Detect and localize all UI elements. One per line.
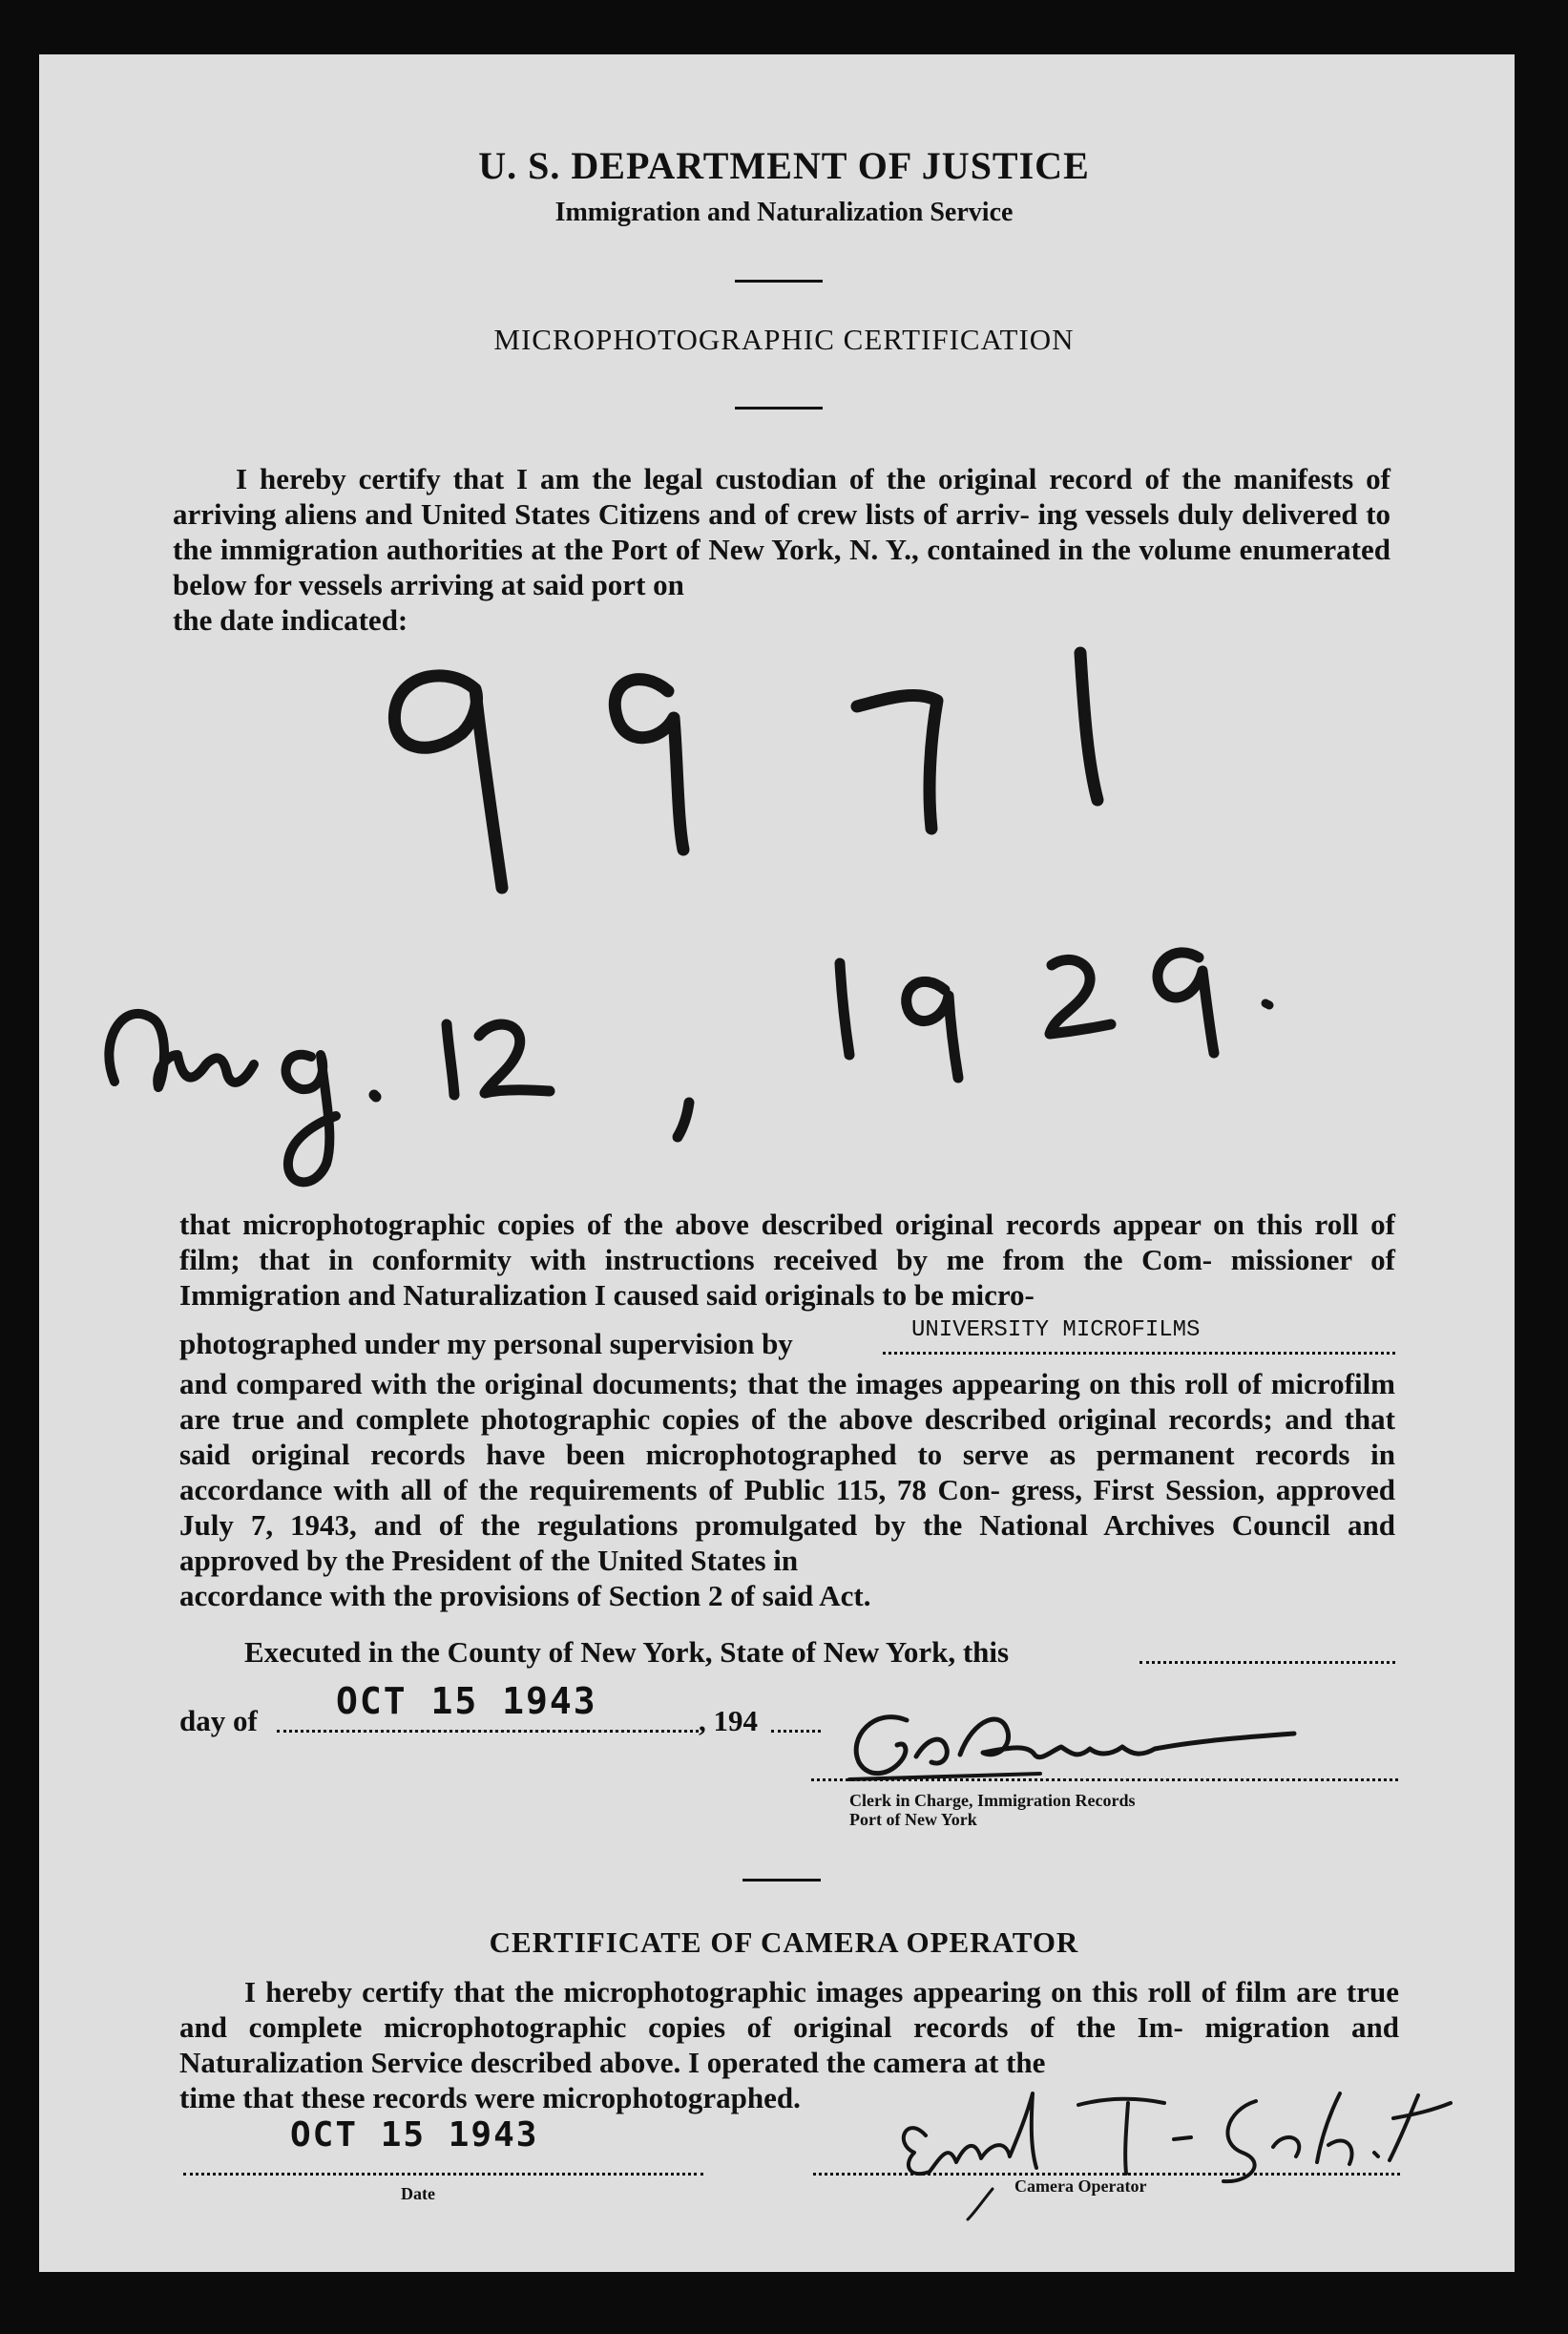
service-subheading: Immigration and Naturalization Service xyxy=(554,198,1014,227)
title-divider xyxy=(735,407,823,410)
intro-line: manifests of arriving aliens and United States Citizens and of crew lists of arriv- xyxy=(173,462,1390,531)
body-line: permanent records in accordance with all of the requirements of Public 115, 78 Con- xyxy=(179,1438,1395,1506)
intro-line: N. Y., contained in the volume enumerated below for vessels arriving at said port on xyxy=(173,533,1390,601)
intro-line: ing vessels duly delivered to the immigration authorities at the Port of New York, xyxy=(173,497,1391,566)
intro-line: I hereby certify that I am the legal custodian of the original record of the xyxy=(236,462,1222,495)
day-of-label: day of xyxy=(179,1704,258,1737)
intro-paragraph xyxy=(173,461,1390,638)
clerk-title: Clerk in Charge, Immigration Records xyxy=(849,1791,1136,1810)
clerk-signature-line xyxy=(811,1763,1398,1781)
body-line: accordance with the provisions of Section 2 of said Act. xyxy=(179,1579,871,1612)
executed-statement: Executed in the County of New York, State of New York, this xyxy=(244,1635,1010,1669)
camera-operator-signature xyxy=(888,2076,1441,2219)
header-divider xyxy=(735,280,823,283)
execution-date-stamp: OCT 15 1943 xyxy=(336,1680,597,1722)
supervision-line xyxy=(179,1327,793,1361)
body-line: National Archives Council and approved by the President of the United States in xyxy=(179,1508,1396,1577)
handwritten-record-date xyxy=(86,912,1327,1217)
date-label: Date xyxy=(401,2184,435,2203)
operator-line: migration and Naturalization Service described above. I operated the camera at the xyxy=(179,2010,1400,2079)
handwritten-volume-number xyxy=(363,630,1126,916)
year-label: , 194 xyxy=(699,1704,758,1737)
operator-signature-line xyxy=(813,2159,1400,2176)
certification-body xyxy=(179,1207,1395,1313)
body-line: roll of film; that in conformity with instructions received by me from the Com- xyxy=(179,1208,1396,1276)
camera-operator-label: Camera Operator xyxy=(1014,2176,1147,2196)
body-line: that microphotographic copies of the above described original records appear on this xyxy=(179,1208,1303,1241)
clerk-port: Port of New York xyxy=(849,1810,977,1829)
certification-body-continued xyxy=(179,1366,1395,1613)
body-line: records; and that said original records have been microphotographed to serve as xyxy=(179,1402,1395,1471)
operator-line: time that these records were microphotographed. xyxy=(179,2081,801,2114)
date-line xyxy=(183,2159,703,2176)
operator-line: film are true and complete microphotographic copies of original records of the Im- xyxy=(179,1975,1400,2044)
camera-operator-title: CERTIFICATE OF CAMERA OPERATOR xyxy=(489,1925,1079,1959)
supervisor-name: UNIVERSITY MICROFILMS xyxy=(911,1317,1201,1343)
department-heading: U. S. DEPARTMENT OF JUSTICE xyxy=(478,144,1090,187)
body-line: microfilm are true and complete photographic copies of the above described original xyxy=(179,1367,1396,1436)
body-line: and compared with the original documents; that the images appearing on this roll of xyxy=(179,1367,1263,1400)
supervision-prefix: photographed under my personal supervision by xyxy=(179,1327,793,1360)
body-line: missioner of Immigration and Naturalization I caused said originals to be micro- xyxy=(179,1243,1396,1312)
operator-line: I hereby certify that the microphotographic images appearing on this roll of xyxy=(244,1975,1226,2008)
intro-line: the date indicated: xyxy=(173,603,408,637)
year-fill-line xyxy=(771,1705,821,1733)
executed-fill-line xyxy=(1139,1636,1395,1664)
section-divider xyxy=(742,1879,821,1882)
operator-date-stamp: OCT 15 1943 xyxy=(290,2115,539,2155)
body-line: gress, First Session, approved July 7, 1943, and of the regulations promulgated by the xyxy=(179,1473,1396,1542)
certification-title: MICROPHOTOGRAPHIC CERTIFICATION xyxy=(493,323,1075,356)
